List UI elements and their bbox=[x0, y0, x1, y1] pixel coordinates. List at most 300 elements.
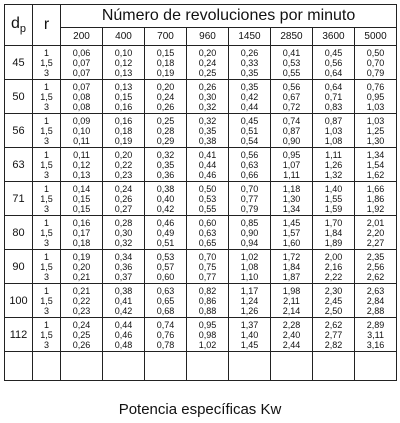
power-value: 0,19 bbox=[156, 67, 175, 78]
r-value: 3 bbox=[43, 305, 49, 316]
power-cell bbox=[229, 250, 271, 284]
power-value: 2,62 bbox=[324, 319, 343, 330]
rpm-speed-header: 400 bbox=[103, 28, 145, 46]
r-values bbox=[33, 284, 61, 318]
power-value: 0,26 bbox=[114, 193, 133, 204]
power-value: 0,28 bbox=[156, 125, 175, 136]
rpm-speed-header: 960 bbox=[187, 28, 229, 46]
power-value: 1,89 bbox=[324, 237, 343, 248]
r-value: 3 bbox=[43, 135, 49, 146]
power-value: 0,70 bbox=[366, 57, 385, 68]
power-value: 0,63 bbox=[198, 227, 217, 238]
power-cell bbox=[145, 114, 187, 148]
power-value: 0,07 bbox=[72, 67, 91, 78]
r-value: 1,5 bbox=[40, 57, 53, 68]
power-value: 0,38 bbox=[156, 183, 175, 194]
power-value: 0,45 bbox=[240, 115, 259, 126]
power-value: 1,11 bbox=[325, 149, 342, 160]
dp-value: 100 bbox=[5, 284, 33, 318]
power-value: 0,82 bbox=[198, 285, 217, 296]
power-value: 0,13 bbox=[114, 67, 133, 78]
power-value: 1,40 bbox=[324, 183, 343, 194]
power-value: 0,09 bbox=[72, 115, 91, 126]
table-row bbox=[5, 148, 397, 182]
power-cell bbox=[103, 182, 145, 216]
r-value: 3 bbox=[43, 339, 49, 350]
power-value: 0,71 bbox=[324, 91, 343, 102]
power-value: 0,46 bbox=[198, 169, 217, 180]
power-value: 1,34 bbox=[282, 203, 301, 214]
power-value: 0,38 bbox=[114, 285, 133, 296]
dp-value: 90 bbox=[5, 250, 33, 284]
r-value: 1,5 bbox=[40, 159, 53, 170]
power-cell bbox=[103, 114, 145, 148]
power-value: 0,86 bbox=[198, 295, 217, 306]
dp-value: 80 bbox=[5, 216, 33, 250]
power-value: 0,30 bbox=[198, 91, 217, 102]
power-cell bbox=[61, 318, 103, 352]
power-value: 0,76 bbox=[366, 81, 385, 92]
power-cell bbox=[229, 216, 271, 250]
power-value: 0,20 bbox=[114, 149, 133, 160]
r-value: 1,5 bbox=[40, 125, 53, 136]
power-value: 0,74 bbox=[282, 115, 301, 126]
power-value: 0,83 bbox=[324, 101, 343, 112]
power-value: 0,88 bbox=[198, 305, 217, 316]
power-value: 0,14 bbox=[72, 183, 91, 194]
power-value: 1,07 bbox=[282, 159, 301, 170]
dp-header: $d_p$ bbox=[5, 5, 33, 46]
power-value: 0,55 bbox=[198, 203, 217, 214]
power-value: 2,62 bbox=[366, 271, 385, 282]
power-cell bbox=[271, 250, 313, 284]
r-value: 1 bbox=[43, 251, 49, 262]
power-value: 1,03 bbox=[366, 101, 385, 112]
power-value: 2,30 bbox=[324, 285, 343, 296]
power-cell bbox=[61, 250, 103, 284]
power-value: 0,32 bbox=[156, 149, 175, 160]
power-cell bbox=[61, 148, 103, 182]
power-cell bbox=[313, 318, 355, 352]
r-value: 3 bbox=[43, 67, 49, 78]
power-value: 0,65 bbox=[156, 295, 175, 306]
power-value: 1,70 bbox=[324, 217, 343, 228]
power-cell bbox=[271, 318, 313, 352]
power-value: 0,24 bbox=[114, 183, 133, 194]
power-value: 0,27 bbox=[114, 203, 133, 214]
power-value: 0,16 bbox=[72, 217, 91, 228]
power-cell bbox=[187, 80, 229, 114]
r-value: 1,5 bbox=[40, 91, 53, 102]
power-cell bbox=[271, 216, 313, 250]
r-value: 3 bbox=[43, 203, 49, 214]
power-cell bbox=[61, 46, 103, 80]
power-value: 0,12 bbox=[72, 159, 91, 170]
power-value: 0,29 bbox=[156, 135, 175, 146]
power-cell bbox=[355, 284, 397, 318]
power-cell bbox=[229, 148, 271, 182]
power-value: 0,24 bbox=[198, 57, 217, 68]
power-cell bbox=[145, 182, 187, 216]
power-value: 1,98 bbox=[282, 285, 301, 296]
dp-value: 56 bbox=[5, 114, 33, 148]
power-value: 0,60 bbox=[156, 271, 175, 282]
power-value: 0,12 bbox=[114, 57, 133, 68]
power-cell bbox=[229, 182, 271, 216]
power-value: 0,07 bbox=[72, 57, 91, 68]
power-value: 2,45 bbox=[324, 295, 343, 306]
power-value: 0,41 bbox=[282, 47, 301, 58]
power-value: 0,63 bbox=[240, 159, 259, 170]
power-value: 0,85 bbox=[240, 217, 259, 228]
r-value: 1,5 bbox=[40, 193, 53, 204]
power-value: 1,60 bbox=[282, 237, 301, 248]
dp-value: 63 bbox=[5, 148, 33, 182]
power-value: 0,98 bbox=[198, 329, 217, 340]
power-cell bbox=[145, 318, 187, 352]
power-value: 0,77 bbox=[198, 271, 217, 282]
power-value: 0,26 bbox=[198, 81, 217, 92]
rpm-title: Número de revoluciones por minuto bbox=[61, 5, 397, 28]
dp-value: 112 bbox=[5, 318, 33, 352]
power-cell bbox=[103, 250, 145, 284]
power-cell bbox=[61, 182, 103, 216]
power-value: 0,15 bbox=[72, 203, 91, 214]
power-value: 0,19 bbox=[114, 135, 133, 146]
r-value: 1 bbox=[43, 319, 49, 330]
r-values bbox=[33, 114, 61, 148]
power-value: 2,00 bbox=[324, 251, 343, 262]
power-value: 0,44 bbox=[240, 101, 259, 112]
power-value: 0,51 bbox=[240, 125, 259, 136]
power-value: 0,45 bbox=[324, 47, 343, 58]
power-value: 2,27 bbox=[366, 237, 385, 248]
power-cell bbox=[313, 148, 355, 182]
power-value: 2,50 bbox=[324, 305, 343, 316]
power-value: 1,17 bbox=[240, 285, 259, 296]
power-value: 0,50 bbox=[366, 47, 385, 58]
power-value: 0,95 bbox=[282, 149, 301, 160]
r-value: 3 bbox=[43, 237, 49, 248]
power-value: 1,32 bbox=[324, 169, 343, 180]
power-cell bbox=[187, 46, 229, 80]
power-value: 0,19 bbox=[72, 251, 91, 262]
power-value: 1,26 bbox=[240, 305, 259, 316]
power-value: 0,13 bbox=[114, 81, 133, 92]
rpm-speed-header: 2850 bbox=[271, 28, 313, 46]
power-value: 1,59 bbox=[324, 203, 343, 214]
power-value: 0,07 bbox=[72, 81, 91, 92]
power-value: 0,25 bbox=[72, 329, 91, 340]
power-value: 3,16 bbox=[366, 339, 385, 350]
power-value: 2,20 bbox=[366, 227, 385, 238]
power-value: 0,95 bbox=[366, 91, 385, 102]
power-value: 1,84 bbox=[282, 261, 301, 272]
power-value: 0,32 bbox=[114, 237, 133, 248]
r-value: 1 bbox=[43, 47, 49, 58]
power-value: 1,86 bbox=[366, 193, 385, 204]
power-value: 0,94 bbox=[240, 237, 259, 248]
power-value: 0,24 bbox=[72, 319, 91, 330]
power-cell bbox=[313, 80, 355, 114]
power-value: 0,65 bbox=[198, 237, 217, 248]
power-value: 1,10 bbox=[240, 271, 259, 282]
power-value: 0,56 bbox=[324, 57, 343, 68]
r-value: 1 bbox=[43, 115, 49, 126]
table-row bbox=[5, 216, 397, 250]
r-value: 3 bbox=[43, 101, 49, 112]
power-value: 1,40 bbox=[240, 329, 259, 340]
rpm-speed-header: 200 bbox=[61, 28, 103, 46]
power-cell bbox=[187, 148, 229, 182]
r-values bbox=[33, 216, 61, 250]
power-value: 3,11 bbox=[367, 329, 384, 340]
power-value: 0,68 bbox=[156, 305, 175, 316]
power-cell bbox=[103, 318, 145, 352]
power-value: 1,30 bbox=[366, 135, 385, 146]
power-cell bbox=[355, 114, 397, 148]
r-values bbox=[33, 46, 61, 80]
power-value: 0,90 bbox=[282, 135, 301, 146]
power-value: 0,41 bbox=[198, 149, 217, 160]
power-value: 1,11 bbox=[283, 169, 300, 180]
power-value: 2,88 bbox=[366, 305, 385, 316]
power-value: 0,67 bbox=[282, 91, 301, 102]
power-cell bbox=[61, 114, 103, 148]
power-value: 0,76 bbox=[156, 329, 175, 340]
power-value: 1,92 bbox=[366, 203, 385, 214]
power-value: 1,02 bbox=[198, 339, 217, 350]
power-value: 0,50 bbox=[198, 183, 217, 194]
r-values bbox=[33, 80, 61, 114]
r-value: 1,5 bbox=[40, 329, 53, 340]
r-value: 1 bbox=[43, 183, 49, 194]
power-value: 2,84 bbox=[366, 295, 385, 306]
power-cell bbox=[229, 284, 271, 318]
power-cell bbox=[103, 216, 145, 250]
dp-value: 50 bbox=[5, 80, 33, 114]
power-value: 0,55 bbox=[282, 67, 301, 78]
power-value: 1,37 bbox=[240, 319, 259, 330]
r-value: 1,5 bbox=[40, 261, 53, 272]
power-cell bbox=[145, 250, 187, 284]
power-value: 0,06 bbox=[72, 47, 91, 58]
power-cell bbox=[145, 46, 187, 80]
power-value: 0,95 bbox=[198, 319, 217, 330]
power-cell bbox=[355, 182, 397, 216]
r-header: r bbox=[33, 5, 61, 46]
power-value: 1,57 bbox=[282, 227, 301, 238]
rpm-speed-header: 3600 bbox=[313, 28, 355, 46]
power-cell bbox=[313, 216, 355, 250]
power-value: 0,17 bbox=[72, 227, 91, 238]
power-value: 0,63 bbox=[156, 285, 175, 296]
table-row bbox=[5, 318, 397, 352]
power-value: 2,44 bbox=[282, 339, 301, 350]
power-cell bbox=[145, 148, 187, 182]
power-cell bbox=[145, 80, 187, 114]
power-value: 0,49 bbox=[156, 227, 175, 238]
power-value: 0,15 bbox=[114, 91, 133, 102]
power-value: 0,79 bbox=[366, 67, 385, 78]
power-cell bbox=[103, 284, 145, 318]
power-value: 2,14 bbox=[282, 305, 301, 316]
power-value: 0,78 bbox=[156, 339, 175, 350]
power-cell bbox=[271, 182, 313, 216]
power-value: 2,16 bbox=[324, 261, 343, 272]
power-value: 0,11 bbox=[73, 135, 90, 146]
power-value: 1,08 bbox=[240, 261, 259, 272]
power-cell bbox=[313, 182, 355, 216]
power-cell bbox=[61, 80, 103, 114]
power-cell bbox=[355, 216, 397, 250]
power-cell bbox=[229, 114, 271, 148]
power-value: 0,36 bbox=[156, 169, 175, 180]
power-value: 1,55 bbox=[324, 193, 343, 204]
power-value: 0,42 bbox=[114, 305, 133, 316]
power-value: 1,26 bbox=[324, 159, 343, 170]
power-value: 1,45 bbox=[282, 217, 301, 228]
power-value: 0,26 bbox=[240, 47, 259, 58]
power-value: 0,30 bbox=[114, 227, 133, 238]
r-value: 1 bbox=[43, 217, 49, 228]
power-value: 0,35 bbox=[240, 81, 259, 92]
power-value: 0,24 bbox=[156, 91, 175, 102]
power-value: 0,41 bbox=[114, 295, 133, 306]
power-value: 0,40 bbox=[156, 193, 175, 204]
power-value: 0,70 bbox=[198, 251, 217, 262]
power-value: 0,32 bbox=[198, 115, 217, 126]
r-value: 1 bbox=[43, 285, 49, 296]
power-value: 1,54 bbox=[366, 159, 385, 170]
power-value: 0,46 bbox=[156, 217, 175, 228]
power-cell bbox=[229, 46, 271, 80]
power-value: 0,22 bbox=[114, 159, 133, 170]
power-value: 2,82 bbox=[324, 339, 343, 350]
power-value: 2,77 bbox=[324, 329, 343, 340]
power-value: 0,35 bbox=[240, 67, 259, 78]
power-value: 0,25 bbox=[156, 115, 175, 126]
power-cell bbox=[145, 216, 187, 250]
power-value: 0,16 bbox=[114, 101, 133, 112]
power-value: 1,24 bbox=[240, 295, 259, 306]
power-value: 0,10 bbox=[114, 47, 133, 58]
r-value: 3 bbox=[43, 271, 49, 282]
table-row bbox=[5, 182, 397, 216]
power-value: 2,11 bbox=[283, 295, 300, 306]
table-caption: Potencia específicas Kw bbox=[118, 401, 282, 418]
power-value: 0,18 bbox=[114, 125, 133, 136]
r-value: 3 bbox=[43, 169, 49, 180]
table-row bbox=[5, 284, 397, 318]
power-value: 0,56 bbox=[282, 81, 301, 92]
r-values bbox=[33, 318, 61, 352]
power-value: 0,56 bbox=[240, 149, 259, 160]
power-value: 0,20 bbox=[156, 81, 175, 92]
power-value: 0,28 bbox=[114, 217, 133, 228]
power-cell bbox=[271, 114, 313, 148]
blank-row bbox=[5, 352, 397, 381]
power-value: 0,64 bbox=[324, 67, 343, 78]
power-value: 0,44 bbox=[114, 319, 133, 330]
power-cell bbox=[355, 148, 397, 182]
power-cell bbox=[229, 80, 271, 114]
power-value: 0,35 bbox=[198, 125, 217, 136]
power-value: 0,20 bbox=[72, 261, 91, 272]
power-value: 0,35 bbox=[156, 159, 175, 170]
power-value: 0,64 bbox=[324, 81, 343, 92]
power-cell bbox=[103, 46, 145, 80]
power-value: 1,72 bbox=[282, 251, 301, 262]
power-cell bbox=[187, 182, 229, 216]
power-value: 2,40 bbox=[282, 329, 301, 340]
power-value: 0,90 bbox=[240, 227, 259, 238]
power-value: 2,28 bbox=[282, 319, 301, 330]
power-value: 0,77 bbox=[240, 193, 259, 204]
power-value: 1,03 bbox=[324, 125, 343, 136]
power-value: 1,30 bbox=[282, 193, 301, 204]
r-values bbox=[33, 250, 61, 284]
power-cell bbox=[187, 284, 229, 318]
power-value: 0,10 bbox=[72, 125, 91, 136]
power-cell bbox=[355, 80, 397, 114]
power-value: 0,26 bbox=[72, 339, 91, 350]
power-value: 0,53 bbox=[156, 251, 175, 262]
power-value: 1,03 bbox=[366, 115, 385, 126]
power-value: 2,01 bbox=[366, 217, 385, 228]
power-value: 1,87 bbox=[282, 271, 301, 282]
power-value: 0,33 bbox=[240, 57, 259, 68]
power-value: 0,74 bbox=[156, 319, 175, 330]
r-values bbox=[33, 182, 61, 216]
power-value: 1,25 bbox=[366, 125, 385, 136]
r-value: 1 bbox=[43, 149, 49, 160]
power-value: 0,53 bbox=[198, 193, 217, 204]
table-row bbox=[5, 250, 397, 284]
power-cell bbox=[271, 80, 313, 114]
power-value: 0,26 bbox=[156, 101, 175, 112]
power-value: 0,37 bbox=[114, 271, 133, 282]
power-value: 0,51 bbox=[156, 237, 175, 248]
power-value: 0,34 bbox=[114, 251, 133, 262]
power-value: 0,32 bbox=[198, 101, 217, 112]
power-value: 0,11 bbox=[73, 149, 90, 160]
table-row bbox=[5, 46, 397, 80]
power-value: 0,25 bbox=[198, 67, 217, 78]
power-value: 1,66 bbox=[366, 183, 385, 194]
power-cell bbox=[355, 318, 397, 352]
power-value: 0,23 bbox=[72, 305, 91, 316]
power-value: 0,23 bbox=[114, 169, 133, 180]
power-cell bbox=[103, 148, 145, 182]
power-value: 0,16 bbox=[114, 115, 133, 126]
power-cell bbox=[355, 46, 397, 80]
power-cell bbox=[355, 250, 397, 284]
power-value: 0,13 bbox=[72, 169, 91, 180]
power-cell bbox=[187, 216, 229, 250]
power-cell bbox=[61, 284, 103, 318]
power-value: 0,66 bbox=[240, 169, 259, 180]
power-value: 0,75 bbox=[198, 261, 217, 272]
power-value: 2,89 bbox=[366, 319, 385, 330]
power-value: 1,02 bbox=[240, 251, 259, 262]
power-value: 0,87 bbox=[282, 125, 301, 136]
power-cell bbox=[187, 250, 229, 284]
power-value: 0,15 bbox=[156, 47, 175, 58]
dp-value: 71 bbox=[5, 182, 33, 216]
power-value: 0,53 bbox=[282, 57, 301, 68]
power-value: 0,15 bbox=[72, 193, 91, 204]
